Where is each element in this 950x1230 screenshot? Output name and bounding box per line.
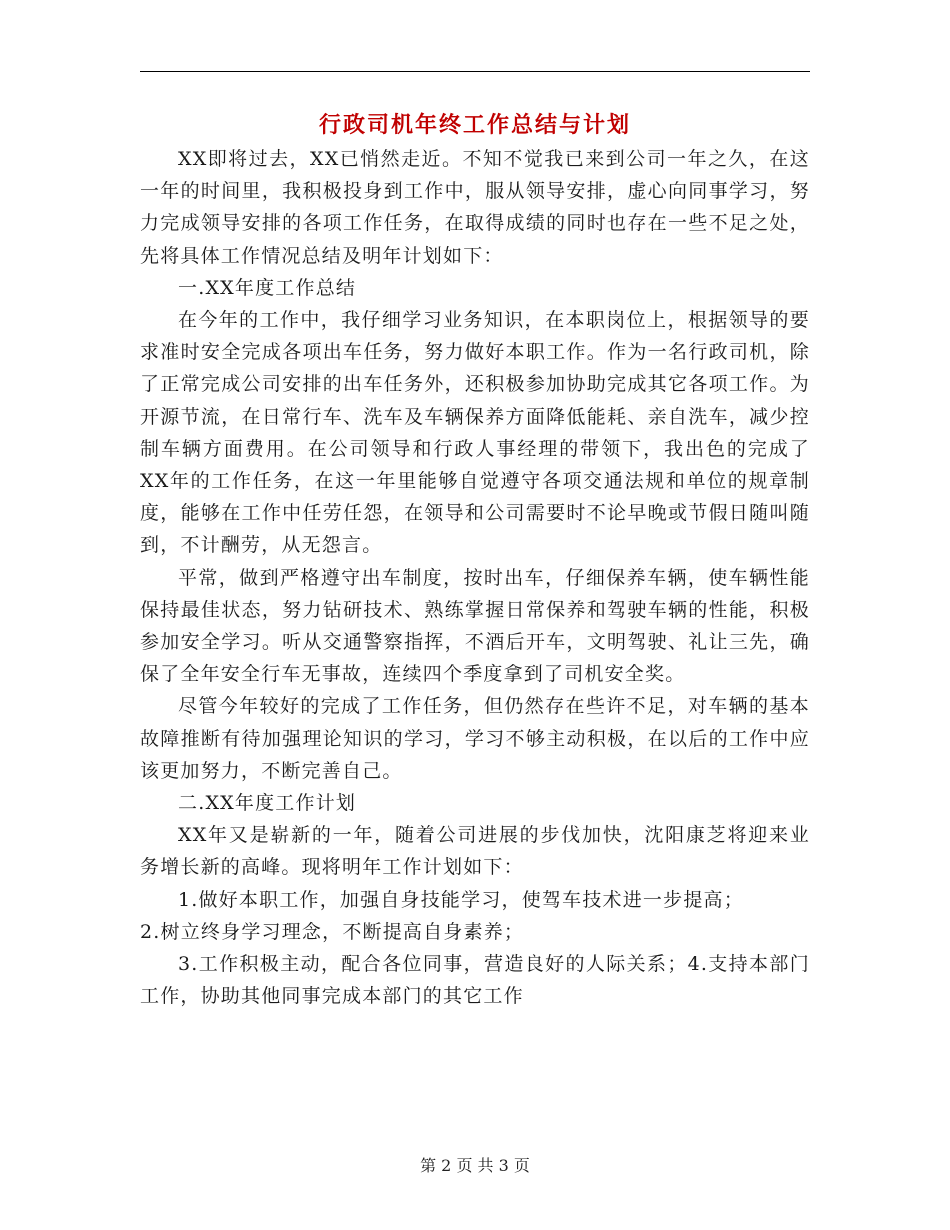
- section-heading-summary: 一.XX年度工作总结: [178, 276, 357, 299]
- plan-item-3-4: 3.工作积极主动，配合各位同事，营造良好的人际关系；4.支持本部门工作，协助其他同事完成本部门的其它工作: [140, 953, 810, 1008]
- header-rule: [140, 71, 810, 72]
- summary-paragraph-2: 平常，做到严格遵守出车制度，按时出车，仔细保养车辆，使车辆性能保持最佳状态，努力钻研技术、熟练掌握日常保养和驾驶车辆的性能，积极参加安全学习。听从交通警察指挥，不酒后开车，文明驾驶、礼让三先，确保了全年安全行车无事故，连续四个季度拿到了司机安全奖。: [140, 566, 810, 686]
- document-title: 行政司机年终工作总结与计划: [318, 112, 631, 138]
- document-body: [140, 143, 810, 1012]
- summary-paragraph-1: 在今年的工作中，我仔细学习业务知识，在本职岗位上，根据领导的要求准时安全完成各项出车任务，努力做好本职工作。作为一名行政司机，除了正常完成公司安排的出车任务外，还积极参加协助完成其它各项工作。为开源节流，在日常行车、洗车及车辆保养方面降低能耗、亲自洗车，减少控制车辆方面费用。在公司领导和行政人事经理的带领下，我出色的完成了XX年的工作任务，在这一年里能够自觉遵守各项交通法规和单位的规章制度，能够在工作中任劳任怨，在领导和公司需要时不论早晚或节假日随叫随到，不计酬劳，从无怨言。: [140, 309, 810, 557]
- summary-paragraph-3: 尽管今年较好的完成了工作任务，但仍然存在些许不足，对车辆的基本故障推断有待加强理论知识的学习，学习不够主动积极，在以后的工作中应该更加努力，不断完善自己。: [140, 695, 810, 782]
- section-heading-plan: 二.XX年度工作计划: [178, 792, 357, 815]
- plan-intro-paragraph: XX年又是崭新的一年，随着公司进展的步伐加快，沈阳康芝将迎来业务增长新的高峰。现将明年工作计划如下：: [140, 824, 810, 879]
- page-number: 第 2 页 共 3 页: [420, 1156, 530, 1175]
- plan-item-1: 1.做好本职工作，加强自身技能学习，使驾车技术进一步提高；: [178, 888, 744, 911]
- plan-item-2: 2.树立终身学习理念，不断提高自身素养；: [140, 920, 525, 943]
- intro-paragraph: XX即将过去，XX已悄然走近。不知不觉我已来到公司一年之久，在这一年的时间里，我积极投身到工作中，服从领导安排，虚心向同事学习，努力完成领导安排的各项工作任务，在取得成绩的同时也存在一些不足之处，先将具体工作情况总结及明年计划如下：: [140, 148, 810, 267]
